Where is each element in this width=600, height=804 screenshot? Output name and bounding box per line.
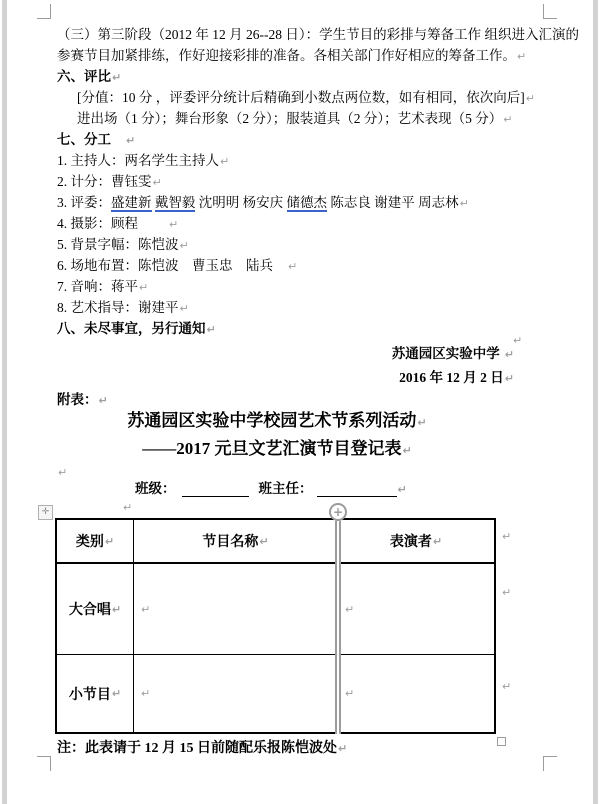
paragraph-mark-icon: ↵ xyxy=(288,260,298,273)
table-header-performer[interactable]: 表演者 ↵ xyxy=(338,520,494,564)
paragraph-mark-icon: ↵ xyxy=(503,113,513,126)
section8-heading: 八、未尽事宜，另行通知↵ xyxy=(57,321,216,336)
plus-icon: + xyxy=(332,505,344,519)
paragraph-mark-icon: ↵ xyxy=(206,323,216,336)
judge-name-underlined: 盛建新 xyxy=(111,195,152,210)
paragraph-mark-icon: ↵ xyxy=(111,602,122,616)
table-resize-handle[interactable] xyxy=(497,737,506,746)
paragraph-mark-icon: ↵ xyxy=(402,444,412,457)
margin-crop-mark-top-left xyxy=(37,4,51,19)
table-cell-performer-row2[interactable] xyxy=(338,655,494,732)
teacher-label: 班主任： xyxy=(258,481,313,496)
paragraph-mark-icon: ↵ xyxy=(417,416,427,429)
paragraph-mark-icon: ↵ xyxy=(104,534,115,548)
paragraph-mark-icon: ↵ xyxy=(141,687,151,700)
table-cell-program-name-row1[interactable] xyxy=(134,564,338,655)
paragraph-mark-icon: ↵ xyxy=(345,687,355,700)
table-cell-category-chorus[interactable]: 大合唱 ↵ xyxy=(57,564,134,655)
section6-heading: 六、评比↵ xyxy=(57,69,122,84)
page-left-edge xyxy=(2,0,7,804)
paragraph-stage3-line2: 参赛节目加紧排练，作好迎接彩排的准备。各相关部门作好相应的筹备工作。↵ xyxy=(57,48,527,63)
paragraph-mark-icon: ↵ xyxy=(338,742,348,755)
paragraph-mark-icon: ↵ xyxy=(111,687,122,700)
judge-name-underlined: 储德杰 xyxy=(286,195,327,210)
paragraph-mark-icon: ↵ xyxy=(525,92,535,105)
score-note-line: [分值：10 分 ，评委评分统计后精确到小数点两位数，如有相同，依次向后]↵ xyxy=(77,90,535,105)
table-header-program-name[interactable]: 节目名称 ↵ xyxy=(134,520,338,564)
role-host-line: 1. 主持人：两名学生主持人↵ xyxy=(57,153,230,168)
teacher-blank-line xyxy=(317,483,397,497)
registration-table xyxy=(55,518,496,734)
class-teacher-line xyxy=(135,477,407,497)
insert-column-indicator-line xyxy=(335,521,341,734)
paragraph-mark-icon: ↵ xyxy=(123,501,133,514)
table-move-handle-icon[interactable] xyxy=(38,505,53,520)
paragraph-mark-icon: ↵ xyxy=(259,534,269,548)
paragraph-mark-icon: ↵ xyxy=(98,394,108,407)
section7-heading: 七、分工 ↵ xyxy=(57,132,136,147)
row-end-mark-icon: ↵ xyxy=(502,586,512,599)
paragraph-mark-icon: ↵ xyxy=(179,302,189,315)
paragraph-mark-icon: ↵ xyxy=(152,176,162,189)
page-right-edge xyxy=(593,0,598,804)
judges-prefix: 3. 评委： xyxy=(57,195,111,210)
paragraph-mark-icon: ↵ xyxy=(58,466,68,479)
paragraph-mark-icon: ↵ xyxy=(459,197,469,210)
paragraph-mark-icon: ↵ xyxy=(504,348,514,361)
role-art-line: 8. 艺术指导：谢建平↵ xyxy=(57,300,189,315)
form-title-line2: ——2017 元旦文艺汇演节目登记表↵ xyxy=(142,439,412,458)
paragraph-mark-icon: ↵ xyxy=(345,602,355,616)
table-cell-performer-row1[interactable] xyxy=(338,564,494,655)
role-scorer-line: 2. 计分：曹钰雯↵ xyxy=(57,174,162,189)
role-banner-line: 5. 背景字幅：陈恺波↵ xyxy=(57,237,189,252)
score-items-line: 进出场（1 分）；舞台形象（2 分）；服装道具（2 分）；艺术表现（5 分）↵ xyxy=(77,111,513,126)
paragraph-mark-icon: ↵ xyxy=(504,372,514,385)
signature-org-line: 苏通园区实验中学 ↵ xyxy=(391,346,514,361)
paragraph-mark-icon: ↵ xyxy=(517,50,527,63)
role-venue-line: 6. 场地布置：陈恺波 曹玉忠 陆兵 ↵ xyxy=(57,258,298,273)
row-end-mark-icon: ↵ xyxy=(502,530,512,543)
paragraph-mark-icon: ↵ xyxy=(112,71,122,84)
footer-note: 注：此表请于 12 月 15 日前随配乐报陈恺波处↵ xyxy=(57,741,348,756)
class-blank-line xyxy=(182,483,249,497)
paragraph-mark-icon: ↵ xyxy=(169,218,179,231)
role-photo-line: 4. 摄影：顾程 ↵ xyxy=(57,216,179,231)
signature-date-line: 2016 年 12 月 2 日↵ xyxy=(399,370,514,385)
paragraph-mark-icon: ↵ xyxy=(432,534,443,548)
class-label: 班级： xyxy=(135,481,176,496)
paragraph-mark-icon: ↵ xyxy=(220,155,230,168)
paragraph-stage3-line1: （三）第三阶段（2012 年 12 月 26--28 日）：学生节目的彩排与筹备工作 组织进入汇演的 xyxy=(57,27,579,42)
paragraph-mark-icon: ↵ xyxy=(513,334,523,347)
paragraph-mark-icon: ↵ xyxy=(126,134,136,147)
judge-name-underlined: 戴智毅 xyxy=(154,195,196,210)
insert-column-button[interactable] xyxy=(329,503,347,521)
table-cell-program-name-row2[interactable] xyxy=(134,655,338,732)
table-cell-category-small-program[interactable]: 小节目 ↵ xyxy=(57,655,134,732)
paragraph-mark-icon: ↵ xyxy=(179,239,189,252)
paragraph-mark-icon: ↵ xyxy=(141,602,151,616)
form-title-line1: 苏通园区实验中学校园艺术节系列活动↵ xyxy=(127,411,427,430)
move-cross-icon: ✛ xyxy=(41,507,50,517)
paragraph-mark-icon: ↵ xyxy=(139,281,149,294)
table-header-category[interactable]: 类别 ↵ xyxy=(57,520,134,564)
margin-crop-mark-bottom-left xyxy=(37,756,51,771)
row-end-mark-icon: ↵ xyxy=(502,680,512,693)
margin-crop-mark-top-right xyxy=(543,4,557,19)
margin-crop-mark-bottom-right xyxy=(543,756,557,771)
attachment-label: 附表：↵ xyxy=(57,392,108,407)
paragraph-mark-icon: ↵ xyxy=(397,483,407,496)
role-audio-line: 7. 音响：蒋平↵ xyxy=(57,279,149,294)
role-judges-line: 3. 评委：盛建新 戴智毅 沈明明 杨安庆 储德杰 陈志良 谢建平 周志林↵ xyxy=(57,195,469,210)
